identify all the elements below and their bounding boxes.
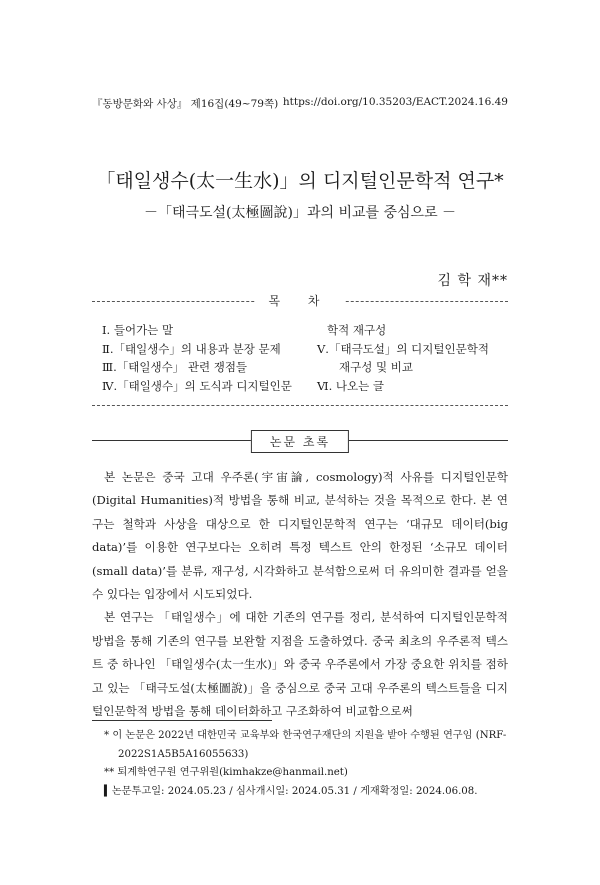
toc-item: Ⅲ.「태일생수」 관련 쟁점들 xyxy=(102,360,248,374)
footnote-affiliation: ** 퇴계학연구원 연구위원(kimhakze@hanmail.net) xyxy=(104,767,348,778)
toc-item: Ⅰ. 들어가는 말 xyxy=(102,323,174,337)
toc-item: 재구성 및 비교 xyxy=(339,360,413,374)
abstract-label: 논문 초록 xyxy=(251,430,349,453)
abstract-paragraph: 본 논문은 중국 고대 우주론(宇宙論, cosmology)적 사유를 디지털인문학(Digital Humanities)적 방법을 통해 비교, 분석하는 것을 목적으로 한다. 본 연구는 철학과 사상을 대상으로 한 디지털인문학적 연구는 ‘대규모 데이터(big data)’를 이용한 연구보다는 오히려 특정 텍스트 안의 한정된 ‘소규모 데이터(small data)’를 분류, 재구성, 시각화하고 분석함으로써 더 유의미한 결과를 얻을 수 있다는 입장에서 시도되었다. xyxy=(92,470,508,602)
toc-left-column xyxy=(102,321,312,395)
footnote-funding: * 이 논문은 2022년 대한민국 교육부와 한국연구재단의 지원을 받아 수행된 연구임 (NRF-2022S1A5B5A16055633) xyxy=(104,730,507,760)
paper-title: 「태일생수(太一生水)」의 디지털인문학적 연구* xyxy=(96,170,504,192)
running-header xyxy=(92,96,508,112)
table-of-contents xyxy=(92,294,508,406)
paper-subtitle: －「태극도설(太極圖說)」과의 비교를 중심으로 － xyxy=(143,205,457,221)
abstract-heading xyxy=(92,430,508,450)
toc-bottom-rule xyxy=(92,405,508,406)
toc-item: Ⅱ.「태일생수」의 내용과 분장 문제 xyxy=(102,341,281,356)
doi-link[interactable]: https://doi.org/10.35203/EACT.2024.16.49 xyxy=(282,96,508,108)
abstract-paragraph: 본 연구는 「태일생수」에 대한 기존의 연구를 정리, 분석하여 디지털인문학적 방법을 통해 기존의 연구를 보완할 지점을 도출하였다. 중국 최초의 우주론적 텍스트 중 하나인 「태일생수(太一生水)」와 중국 우주론에서 가장 중요한 위치를 점하고 있는 「태극도설(太極圖說)」을 중심으로 중국 고대 우주론의 텍스트들을 디지털인문학적 방법을 통해 데이터화하고 구조화하여 비교함으로써 xyxy=(92,610,508,719)
toc-item: Ⅳ.「태일생수」의 도식과 디지털인문 xyxy=(102,378,292,393)
toc-right-column xyxy=(317,321,507,395)
author-name: 김 학 재** xyxy=(437,273,508,289)
toc-item: 학적 재구성 xyxy=(327,323,387,337)
toc-item: Ⅴ.「태극도설」의 디지털인문학적 xyxy=(317,341,489,356)
journal-info: 『동방문화와 사상』 제16집(49~79쪽) xyxy=(92,98,279,110)
footnote-rule xyxy=(92,720,272,721)
abstract-body xyxy=(92,466,508,723)
toc-title: 목 차 xyxy=(255,292,346,309)
footnote-dates: ▍논문투고일: 2024.05.23 / 심사개시일: 2024.05.31 / 게재확정일: 2024.06.08. xyxy=(104,785,478,797)
footnotes xyxy=(92,727,508,801)
toc-item: Ⅵ. 나오는 글 xyxy=(317,378,384,393)
